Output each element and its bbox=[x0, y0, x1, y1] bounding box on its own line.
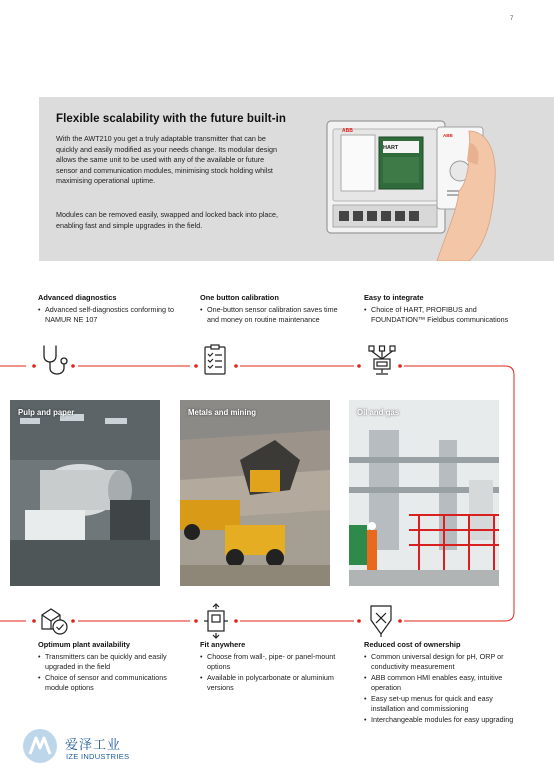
watermark-english: IZE INDUSTRIES bbox=[66, 752, 130, 761]
industry-label: Metals and mining bbox=[188, 408, 257, 417]
cost-reduction-icon bbox=[366, 604, 396, 638]
feature-bullet: • Choice of sensor and communications module options bbox=[38, 673, 188, 694]
industry-photo-pulp-and-paper bbox=[10, 400, 160, 586]
feature-optimum-plant-availability bbox=[38, 640, 188, 694]
network-integration-icon bbox=[367, 344, 397, 376]
feature-advanced-diagnostics bbox=[38, 293, 188, 326]
ize-logo-icon bbox=[22, 728, 58, 764]
hero-paragraph-2: Modules can be removed easily, swapped and locked back into place, enabling fast and simple upgrades in the field. bbox=[56, 210, 279, 230]
hero-paragraph-1: With the AWT210 you get a truly adaptable transmitter that can be quickly and easily modified as your needs change. Its modular design allows the same unit to be used with any of the available or future sensor and communication modules, minimising stock holding whilst maximising operational uptime. bbox=[56, 134, 277, 186]
watermark-chinese: 爱泽工业 bbox=[65, 737, 122, 752]
hero-title: Flexible scalability with the future built-in bbox=[56, 113, 287, 125]
feature-fit-anywhere bbox=[200, 640, 350, 694]
device-brand-text: ABB bbox=[342, 128, 353, 134]
feature-bullet: • Available in polycarbonate or aluminium versions bbox=[200, 673, 350, 694]
page-number: 7 bbox=[510, 16, 514, 22]
feature-bullet: • Choose from wall-, pipe- or panel-mount options bbox=[200, 652, 350, 673]
feature-title: Advanced diagnostics bbox=[38, 293, 117, 302]
feature-reduced-cost-of-ownership bbox=[364, 640, 520, 725]
feature-bullet: • One-button sensor calibration saves time and money on routine maintenance bbox=[200, 305, 350, 326]
stethoscope-icon bbox=[40, 344, 72, 378]
feature-title: Reduced cost of ownership bbox=[364, 640, 461, 649]
feature-bullet: • Interchangeable modules for easy upgrading bbox=[364, 715, 520, 726]
feature-title: Easy to integrate bbox=[364, 293, 424, 302]
feature-bullet: • Choice of HART, PROFIBUS and FOUNDATION™ Fieldbus communications bbox=[364, 305, 514, 326]
feature-bullet: • Advanced self-diagnostics conforming to NAMUR NE 107 bbox=[38, 305, 188, 326]
feature-bullet: • Transmitters can be quickly and easily upgraded in the field bbox=[38, 652, 188, 673]
feature-easy-to-integrate bbox=[364, 293, 514, 326]
feature-bullet: • Easy set-up menus for quick and easy installation and commissioning bbox=[364, 694, 520, 715]
mount-anywhere-icon bbox=[202, 603, 230, 639]
feature-bullet: • Common universal design for pH, ORP or conductivity measurement bbox=[364, 652, 520, 673]
feature-title: Optimum plant availability bbox=[38, 640, 130, 649]
industry-label: Pulp and paper bbox=[18, 408, 75, 417]
industry-label: Oil and gas bbox=[357, 408, 400, 417]
feature-one-button-calibration bbox=[200, 293, 350, 326]
feature-bullet: • ABB common HMI enables easy, intuitive operation bbox=[364, 673, 520, 694]
transmitter-device-image bbox=[319, 111, 499, 261]
hero-panel bbox=[39, 97, 554, 261]
feature-title: Fit anywhere bbox=[200, 640, 246, 649]
industry-photo-metals-and-mining bbox=[180, 400, 330, 586]
module-hart-label: HART bbox=[383, 145, 399, 151]
module-brand-text: ABB bbox=[443, 133, 453, 138]
industry-photo-oil-and-gas bbox=[349, 400, 499, 586]
plant-availability-icon bbox=[39, 605, 71, 637]
checklist-icon bbox=[203, 344, 229, 376]
feature-title: One button calibration bbox=[200, 293, 279, 302]
